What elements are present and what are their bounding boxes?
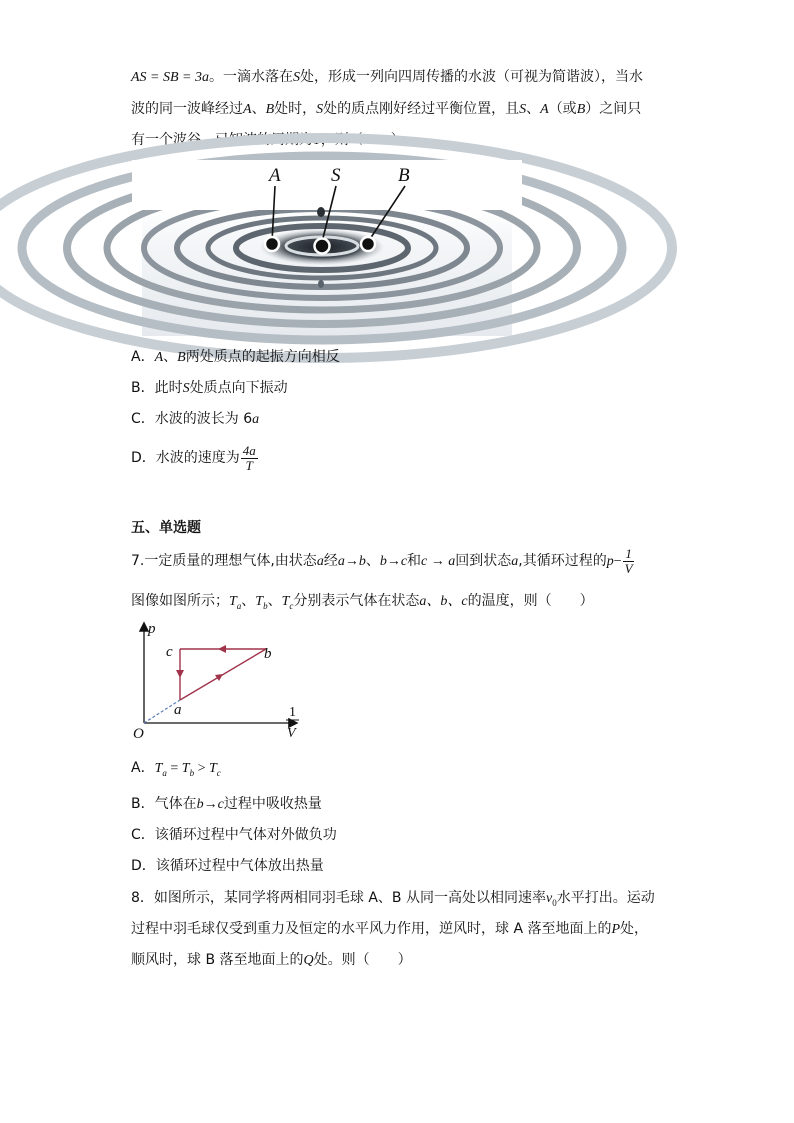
cycle-path <box>180 649 266 700</box>
x-axis-label-den: V <box>287 726 296 741</box>
q6-line-1: AS = SB = 3a。一滴水落在S处，形成一列向四周传播的水波（可视为简谐波），当水 <box>131 69 643 85</box>
q6-line-3: 有一个波谷。已知波的周期为T，则（ ） <box>131 132 405 148</box>
point-A <box>265 237 279 251</box>
one-over-v: $\frac{1}{V}$ <box>624 545 633 576</box>
figure-top-mask <box>132 160 522 210</box>
q6-option-C: C．水波的波长为 6a <box>131 411 260 427</box>
water-ripple-figure <box>142 160 512 336</box>
segment-a-b <box>180 649 266 700</box>
arrow-a-b <box>215 674 223 681</box>
x-axis-label-num: 1 <box>289 705 296 720</box>
y-axis-label: p <box>148 621 156 637</box>
q6-line-2: 波的同一波峰经过A、B处时，S处的质点刚好经过平衡位置，且S、A（或B）之间只 <box>131 101 642 117</box>
q7-line-1: 7.一定质量的理想气体,由状态a经a→b、b→c和c → a回到状态a,其循环过程的p− $\frac{1}{V}$ <box>131 545 633 576</box>
point-c-label: c <box>166 644 173 660</box>
speed-fraction: $\frac{4a}{T}$ <box>242 442 256 473</box>
q6-formula: AS = SB = 3a <box>131 70 209 85</box>
q7-line-2: 图像如图所示；$T_a$、$T_b$、$T_c$分别表示气体在状态a、b、c的温度，则（ ） <box>131 593 594 611</box>
droplet <box>317 207 325 217</box>
q6-option-B: B．此时S处质点向下振动 <box>131 380 288 396</box>
q6-option-D: D．水波的速度为 $\frac{4a}{T}$ <box>131 442 256 473</box>
q6-option-A: A．A、B两处质点的起振方向相反 <box>131 349 340 365</box>
label-A: A <box>269 165 281 186</box>
origin-label: O <box>133 726 144 742</box>
q7-option-B: B．气体在b→c过程中吸收热量 <box>131 796 322 812</box>
label-S: S <box>331 165 341 186</box>
label-B: B <box>398 165 410 186</box>
q8-line-1: 8．如图所示，某同学将两相同羽毛球 A、B 从同一高处以相同速率$v_0$水平打出。运动 <box>131 890 655 908</box>
reflection-droplet <box>318 280 324 288</box>
pv-cycle-chart <box>128 618 308 744</box>
point-a-label: a <box>174 702 182 718</box>
point-B <box>361 237 375 251</box>
arrow-b-c <box>218 645 226 653</box>
q7-option-D: D．该循环过程中气体放出热量 <box>131 858 324 874</box>
q8-line-3: 顺风时，球 B 落至地面上的Q处。则（ ） <box>131 952 412 968</box>
q7-option-A: A．$T_a = T_b > T_c$ <box>131 760 221 778</box>
point-b-label: b <box>264 646 272 662</box>
section-title: 五、单选题 <box>131 520 201 536</box>
q7-option-C: C．该循环过程中气体对外做负功 <box>131 827 337 843</box>
q8-line-2: 过程中羽毛球仅受到重力及恒定的水平风力作用，逆风时，球 A 落至地面上的P处， <box>131 921 649 937</box>
point-S <box>315 239 330 254</box>
arrow-c-a <box>176 670 184 678</box>
